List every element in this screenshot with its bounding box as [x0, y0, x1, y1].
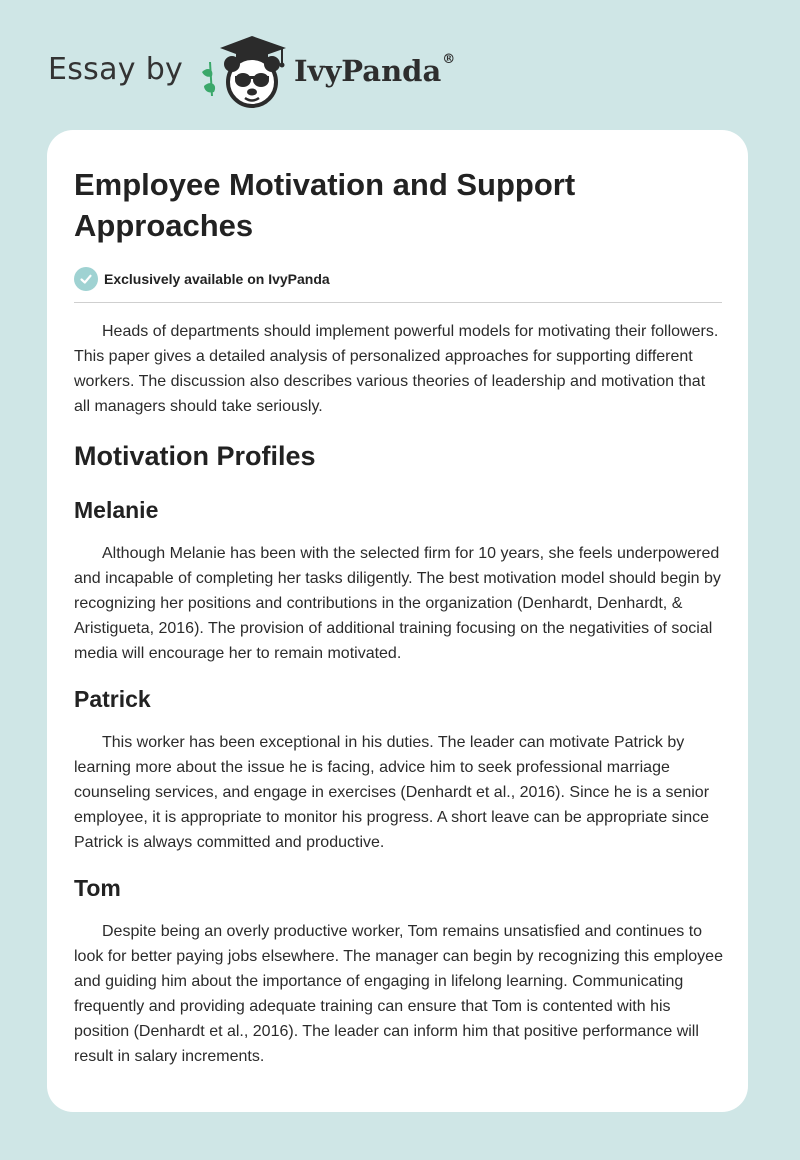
- essay-title: Employee Motivation and Support Approaches: [74, 167, 576, 243]
- brand-prefix: Essay by: [48, 52, 184, 87]
- registered-mark: ®: [442, 52, 456, 67]
- exclusive-badge: [74, 266, 724, 292]
- exclusive-text: Exclusively available on IvyPanda: [104, 271, 330, 287]
- essay-card: [47, 130, 748, 1112]
- panda-graduate-icon[interactable]: [198, 34, 292, 110]
- divider: [74, 302, 722, 303]
- profile-heading-tom: Tom: [74, 875, 121, 901]
- intro-paragraph: Heads of departments should implement powerful models for motivating their followers. This paper gives a detailed analysis of personalized approaches for supporting different workers. The discussion also describes various theories of leadership and motivation that all managers should take seriously.: [74, 323, 719, 415]
- profile-text-tom: Despite being an overly productive worker, Tom remains unsatisfied and continues to look for better paying jobs elsewhere. The manager can begin by recognizing this employee and guiding him about the importance of engaging in lifelong learning. Communicating frequently and providing adequate training can ensure that Tom is contented with his position (Denhardt et al., 2016). The leader can inform him that positive performance will result in salary increments.: [74, 923, 723, 1065]
- profile-text-melanie: Although Melanie has been with the selected firm for 10 years, she feels underpowered and incapable of completing her tasks diligently. The best motivation model should begin by recognizing her positions and contributions in the organization (Denhardt, Denhardt, & Aristigueta, 2016). The provision of additional training focusing on the negativities of social media will encourage her to remain motivated.: [74, 545, 721, 662]
- brand-header: [48, 34, 468, 110]
- essay-content: [74, 164, 724, 1069]
- brand-name: IvyPanda®: [294, 52, 456, 88]
- check-circle-icon: [74, 267, 98, 291]
- profile-heading-melanie: Melanie: [74, 497, 159, 523]
- profile-text-patrick: This worker has been exceptional in his duties. The leader can motivate Patrick by learning more about the issue he is facing, advice him to seek professional marriage counseling services, and engage in exercises (Denhardt et al., 2016). Since he is a senior employee, it is appropriate to monitor his progress. A short leave can be appropriate since Patrick is always committed and productive.: [74, 734, 710, 851]
- section-heading: Motivation Profiles: [74, 441, 316, 471]
- profile-heading-patrick: Patrick: [74, 686, 151, 712]
